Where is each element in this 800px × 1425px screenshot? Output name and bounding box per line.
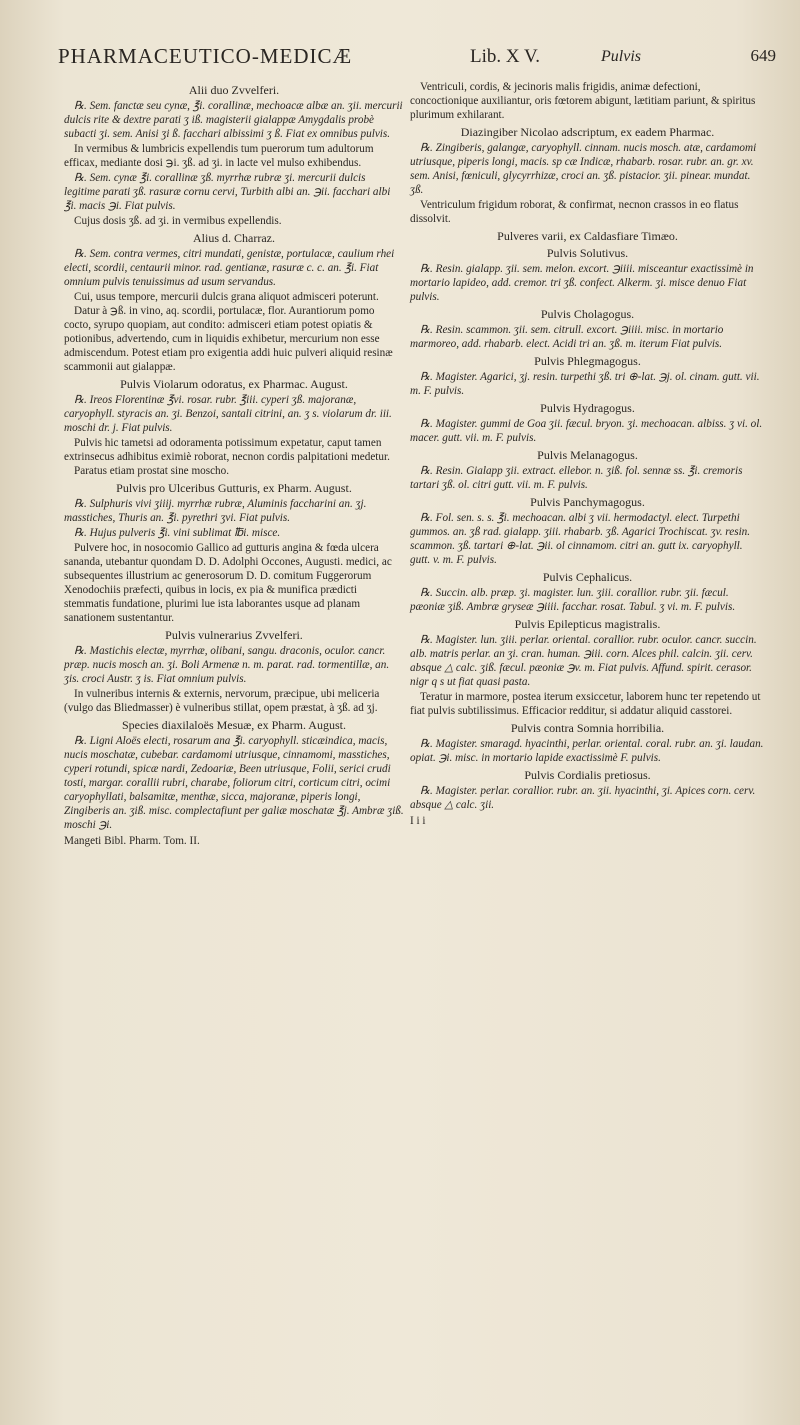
left-text-paragraph: In vermibus & lumbricis expellendis tum puerorum tum adultorum efficax, mediante dosi ℈i. ʒß. ad ʒi. in lacte vel mulso exhibendus. [64, 143, 374, 169]
left-section-heading: Alii duo Zvvelferi. [188, 83, 280, 97]
left-section-heading: Pulvis pro Ulceribus Gutturis, ex Pharm. August. [116, 481, 352, 495]
left-text-paragraph: Cui, usus tempore, mercurii dulcis grana aliquot admisceri poterunt. [74, 291, 379, 303]
header-section: Pulvis [601, 48, 641, 65]
left-column [64, 80, 404, 848]
right-section-heading: Pulvis contra Somnia horribilia. [510, 721, 665, 735]
right-recipe-paragraph: ℞. Resin. scammon. ʒii. sem. citrull. excort. ℈iiii. misc. in mortario marmoreo, add. rhabarb. elect. Acidi tri an. ʒß. m. iterum Fiat pulvis. [410, 324, 724, 350]
right-text-paragraph: Ventriculum frigidum roborat, & confirmat, necnon crassos in eo flatus dissolvit. [410, 199, 739, 225]
left-recipe-paragraph: ℞. Mastichis electæ, myrrhæ, olibani, sangu. draconis, oculor. cancr. præp. nucis mosch an. ʒi. Boli Armenæ n. m. parat. rad. tormentillæ, an. ʒis. croci Austr. ʒ is. Fiat omnium pulvis. [64, 645, 390, 685]
right-recipe-paragraph: ℞. Magister. perlar. corallior. rubr. an. ʒii. hyacinthi, ʒi. Apices corn. cerv. absque △ calc. ʒii. [410, 785, 756, 811]
left-text-paragraph: Pulvis hic tametsi ad odoramenta potissimum expetatur, caput tamen extrinsecus adhibitus eximiè roborat, necnon cordis palpitationi medetur. [64, 437, 390, 463]
left-recipe-paragraph: ℞. Sulphuris vivi ʒiiij. myrrhæ rubræ, Aluminis faccharini an. ʒj. masstiches, Thuris an. ℥i. pyrethri ʒvi. Fiat pulvis. [64, 498, 367, 524]
left-recipe-paragraph: ℞. Sem. cynæ ℥i. corallinæ ʒß. myrrhæ rubræ ʒi. mercurii dulcis legitime parati ʒß. rasuræ cornu cervi, Turbith albi an. ℈ii. facchari albi ℥i. macis ℈i. Fiat pulvis. [64, 172, 391, 212]
left-footer-line: Mangeti Bibl. Pharm. Tom. II. [64, 835, 200, 847]
right-recipe-paragraph: ℞. Magister. lun. ʒiii. perlar. oriental. corallior. rubr. oculor. cancr. succin. alb. matris perlar. an ʒi. cran. human. ℈iii. corn. Alces phil. calcin. ʒii. cerv. absque △ calc. ʒiß. fæcul. pæoniæ ℈v. m. Fiat pulvis. Affund. spirit. cerasor. nigr q s ut fiat quasi pasta. [410, 634, 757, 688]
left-text-paragraph: In vulneribus internis & externis, nervorum, præcipue, ubi meliceria (vulgo das Bliedmasser) è vulneribus stillat, opem præstat, à ʒß. ad ʒj. [64, 688, 380, 714]
left-section-heading: Alius d. Charraz. [193, 231, 275, 245]
left-recipe-paragraph: ℞. Sem. contra vermes, citri mundati, genistæ, portulacæ, caulium rhei electi, scordii, centaurii minor. rad. gentianæ, rasuræ c. c. an. ℥i. Fiat omnium pulvis tenuissimus ad usum servandus. [64, 248, 395, 288]
right-recipe-paragraph: ℞. Resin. Gialapp ʒii. extract. ellebor. n. ʒiß. fol. sennæ ss. ℥i. cremoris tartari ʒß. ol. citri gutt. vii. m. F. pulvis. [410, 465, 743, 491]
right-recipe-paragraph: ℞. Succin. alb. præp. ʒi. magister. lun. ʒiii. corallior. rubr. ʒii. fæcul. pæoniæ ʒiß. Ambræ gryseæ ℈iiii. facchar. rosat. Tabul. ʒ vi. m. F. pulvis. [410, 587, 736, 613]
right-recipe-paragraph: ℞. Magister. gummi de Goa ʒii. fæcul. bryon. ʒi. mechoacan. albiss. ʒ vi. ol. macer. gutt. vii. m. F. pulvis. [410, 418, 763, 444]
right-recipe-paragraph: ℞. Magister. smaragd. hyacinthi, perlar. oriental. coral. rubr. an. ʒi. laudan. opiat. ℈i. misc. in mortario lapide exactissimè F. pulvis. [410, 738, 764, 764]
header-title: PHARMACEUTICO-MEDICÆ [58, 44, 353, 68]
right-recipe-paragraph: ℞. Magister. Agarici, ʒj. resin. turpethi ʒß. tri ⊕-lat. ℈j. ol. cinam. gutt. vii. m. F. pulvis. [410, 371, 760, 397]
left-recipe-paragraph: ℞. Ireos Florentinæ ℥vi. rosar. rubr. ℥iii. cyperi ʒß. majoranæ, caryophyll. styracis an. ʒi. Benzoi, santali citrini, an. ʒ s. violarum dr. iii. moschi dr. j. Fiat pulvis. [64, 394, 392, 434]
right-recipe-paragraph: ℞. Fol. sen. s. s. ℥i. mechoacan. albi ʒ vii. hermodactyl. elect. Turpethi gummos. an. ʒß rad. gialapp. ʒiii. rhabarb. ʒß. Agarici Trochiscat. ʒv. resin. scammon. ʒß. tartari ⊕-lat. ℈ii. ol cinnamom. citri an. gutt ix. caryophyll. gutt. v. m. F. pulvis. [410, 512, 751, 566]
left-section-heading: Pulvis Violarum odoratus, ex Pharmac. August. [120, 377, 348, 391]
right-recipe-paragraph: ℞. Resin. gialapp. ʒii. sem. melon. excort. ℈iiii. misceantur exactissimè in mortario lapideo, add. cremor. tri ʒß. confect. Alkerm. ʒi. misce denuo Fiat pulvis. [410, 263, 754, 303]
left-text-paragraph: Paratus etiam prostat sine moscho. [74, 465, 230, 477]
right-section-heading: Pulvis Cholagogus. [540, 307, 635, 321]
right-column [410, 80, 765, 828]
right-section-heading: Pulveres varii, ex Caldasfiare Timæo. [497, 229, 678, 243]
left-recipe-paragraph: ℞. Hujus pulveris ℥i. vini sublimat ℔i. misce. [74, 527, 281, 539]
right-section-heading: Pulvis Melanagogus. [537, 448, 638, 462]
right-footer-line: I i i [410, 815, 426, 827]
left-recipe-paragraph: ℞. Sem. fanctæ seu cynæ, ℥i. corallinæ, mechoacæ albæ an. ʒii. mercurii dulcis rite & dextre parati ʒ iß. magisterii gialappæ Amygdalis probè subacti ʒi. sem. Anisi ʒi ß. facchari albissimi ʒ ß. Fiat ex omnibus pulvis. [64, 100, 403, 140]
left-text-paragraph: Pulvere hoc, in nosocomio Gallico ad gutturis angina & fœda ulcera sananda, utebantur quondam D. D. Adolphi Occones, Augusti. medici, ac subsequentes illustrium ac generosorum D. D. comitum Fuggerorum Xenodochiis præfecti, quibus in locis, ex pia & munifica prædicti stemmatis fundatione, plurimi lue ista laborantes usque ad planam sanationem sustentantur. [64, 542, 392, 624]
left-text-paragraph: Datur à ℈ß. in vino, aq. scordii, portulacæ, flor. Aurantiorum pomo cocto, syrupo quopiam, aut condito: admisceri etiam potest opiatis & potionibus, advertendo, cum in liquidis exhibetur, mercurium non esse admiscendum. Potest etiam pro exigentia addi huic pulveri aliquid resinæ scammonii aut gialappæ. [64, 305, 393, 373]
right-text-paragraph: Ventriculi, cordis, & jecinoris malis frigidis, animæ defectioni, concoctionique auxiliantur, oris fœtorem abigunt, lætitiam pariunt, & spiritus plurimum exhilarant. [410, 81, 756, 121]
right-section-heading: Pulvis Panchymagogus. [530, 495, 645, 509]
right-section-heading: Pulvis Epilepticus magistralis. [514, 617, 661, 631]
right-section-heading: Pulvis Cordialis pretiosus. [524, 768, 651, 782]
left-text-paragraph: Cujus dosis ʒß. ad ʒi. in vermibus expellendis. [74, 215, 282, 227]
right-text-paragraph: Teratur in marmore, postea iterum exsiccetur, laborem hunc ter repetendo ut fiat pulvis subtilissimus. Efficacior redditur, si addatur aliquid casstorei. [410, 691, 761, 717]
right-section-heading: Pulvis Phlegmagogus. [534, 354, 641, 368]
right-section-heading: Pulvis Cephalicus. [542, 570, 633, 584]
right-section-heading: Diazingiber Nicolao adscriptum, ex eadem Pharmac. [460, 125, 715, 139]
right-section-heading: Pulvis Solutivus. [546, 246, 629, 260]
right-recipe-paragraph: ℞. Zingiberis, galangæ, caryophyll. cinnam. nucis mosch. atæ, cardamomi utriusque, piperis longi, macis. sp cæ Indicæ, rhabarb. rosar. rubr. an. gr. xv. sem. Anisi, fœniculi, glycyrrhizæ, croci an. ʒß. pistacior. ʒii. pinear. mundat. ʒß. [410, 142, 757, 196]
left-section-heading: Pulvis vulnerarius Zvvelferi. [165, 628, 303, 642]
left-recipe-paragraph: ℞. Ligni Aloës electi, rosarum ana ℥i. caryophyll. sticæindica, macis, nucis moschatæ, cubebar. cardamomi utriusque, cinnamomi, masstiches, cyperi rotundi, spicæ nardi, Zedoariæ, Been utriusque, Folii, serici crudi tosti, margar. corallii rubri, charabe, foliorum citri, corticum citri, ocimi caryophyllati, balsamitæ, menthæ, sicca, majoranæ, piperis longi, Zingiberis an. ʒiß. misc. complectafiunt per galiæ moschatæ ℥j. Ambræ ʒiß. moschi ℈i. [64, 735, 404, 831]
running-header [58, 42, 780, 76]
left-section-heading: Species diaxilaloës Mesuæ, ex Pharm. August. [122, 718, 346, 732]
page-number: 649 [750, 46, 776, 65]
header-book: Lib. X V. [470, 46, 541, 67]
right-section-heading: Pulvis Hydragogus. [540, 401, 635, 415]
